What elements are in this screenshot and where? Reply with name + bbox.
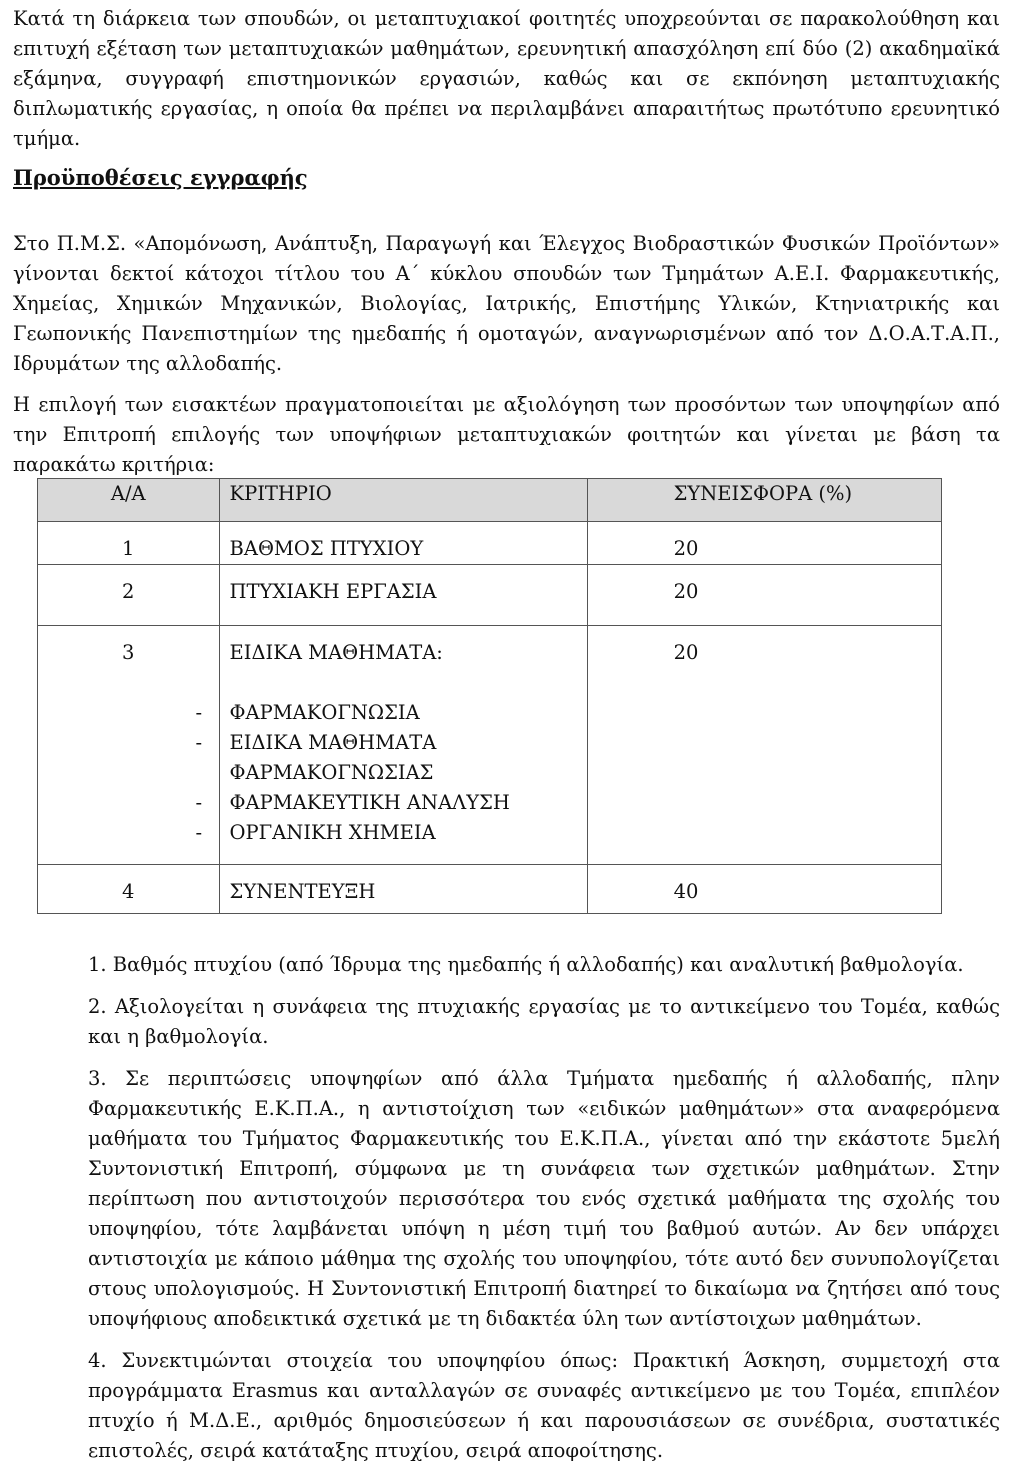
list-item: - ΕΙΔΙΚΑ ΜΑΘΗΜΑΤΑ ΦΑΡΜΑΚΟΓΝΩΣΙΑΣ — [196, 728, 587, 788]
criteria-table — [37, 478, 942, 914]
header-aa: Α/Α — [38, 479, 220, 522]
table-row — [38, 565, 942, 626]
selection-paragraph: Η επιλογή των εισακτέων πραγματοποιείται με αξιολόγηση των προσόντων των υποψηφίων από την Επιτροπή επιλογής των υποψήφιων μεταπτυχιακών φοιτητών και γίνεται με βάση τα παρακάτω κριτήρια: — [13, 393, 1000, 476]
list-item: - ΦΑΡΜΑΚΕΥΤΙΚΗ ΑΝΑΛΥΣΗ — [196, 788, 587, 818]
note-item: 1. Βαθμός πτυχίου (από Ίδρυμα της ημεδαπής ή αλλοδαπής) και αναλυτική βαθμολογία. — [88, 953, 964, 976]
intro-paragraph: Κατά τη διάρκεια των σπουδών, οι μεταπτυχιακοί φοιτητές υποχρεούνται σε παρακολούθηση και επιτυχή εξέταση των μεταπτυχιακών μαθημάτων, ερευνητική απασχόληση επί δύο (2) ακαδημαϊκά εξάμηνα, συγγραφή επιστημονικών εργασιών, καθώς και σε εκπόνηση μεταπτυχιακής διπλωματικής εργασίας, η οποία θα πρέπει να περιλαμβάνει απαραιτήτως πρωτότυπο ερευνητικό τμήμα. — [13, 7, 1000, 150]
section-heading: Προϋποθέσεις εγγραφής — [13, 165, 308, 190]
cell-contribution: 20 — [587, 522, 941, 565]
table-row — [38, 626, 942, 865]
header-contribution: ΣΥΝΕΙΣΦΟΡΑ (%) — [587, 479, 941, 522]
list-item: - ΦΑΡΜΑΚΟΓΝΩΣΙΑ — [196, 698, 587, 728]
note-item: 4. Συνεκτιμώνται στοιχεία του υποψηφίου όπως: Πρακτική Άσκηση, συμμετοχή στα προγράμματα Erasmus και ανταλλαγών σε συναφές αντικείμενο με του Τομέα, επιπλέον πτυχίο ή Μ.Δ.Ε., αριθμός δημοσιεύσεων ή και παρουσιάσεων σε συνέδρια, συστατικές επιστολές, σειρά κατάταξης πτυχίου, σειρά αποφοίτησης. — [88, 1349, 1000, 1462]
notes-list — [88, 950, 1000, 1478]
criterion-title: ΕΙΔΙΚΑ ΜΑΘΗΜΑΤΑ: — [229, 641, 443, 664]
note-item: 3. Σε περιπτώσεις υποψηφίων από άλλα Τμήματα ημεδαπής ή αλλοδαπής, πλην Φαρμακευτικής Ε.Κ.Π.Α., η αντιστοίχιση των «ειδικών μαθημάτων» στα αναφερόμενα μαθήματα του Τμήματος Φαρμακευτικής του Ε.Κ.Π.Α., γίνεται από την εκάστοτε 5μελή Συντονιστική Επιτροπή, σύμφωνα με τη συνάφεια των σχετικών μαθημάτων. Στην περίπτωση που αντιστοιχούν περισσότερα του ενός σχετικά μαθήματα της σχολής του υποψηφίου, τότε λαμβάνεται υπόψη η μέση τιμή του βαθμού αυτών. Αν δεν υπάρχει αντιστοιχία με κάποιο μάθημα της σχολής του υποψηφίου, τότε αυτό δεν συνυπολογίζεται στους υπολογισμούς. Η Συντονιστική Επιτροπή διατηρεί το δικαίωμα να ζητήσει από τους υποψήφιους αποδεικτικά σχετικά με τη διδακτέα ύλη των αντίστοιχων μαθημάτων. — [88, 1067, 1000, 1330]
subject-list — [196, 698, 587, 848]
cell-aa: 3 — [38, 626, 220, 865]
table-header-row — [38, 479, 942, 522]
note-item: 2. Αξιολογείται η συνάφεια της πτυχιακής εργασίας με το αντικείμενο του Τομέα, καθώς και η βαθμολογία. — [88, 995, 1000, 1048]
table-row — [38, 522, 942, 565]
cell-contribution: 20 — [587, 565, 941, 626]
cell-criterion: ΠΤΥΧΙΑΚΗ ΕΡΓΑΣΙΑ — [219, 565, 587, 626]
cell-criterion — [219, 626, 587, 865]
cell-contribution: 20 — [587, 626, 941, 865]
header-criterion: ΚΡΙΤΗΡΙΟ — [219, 479, 587, 522]
admission-paragraph: Στο Π.Μ.Σ. «Απομόνωση, Ανάπτυξη, Παραγωγή και Έλεγχος Βιοδραστικών Φυσικών Προϊόντων» γίνονται δεκτοί κάτοχοι τίτλου του Α΄ κύκλου σπουδών των Τμημάτων Α.Ε.Ι. Φαρμακευτικής, Χημείας, Χημικών Μηχανικών, Βιολογίας, Ιατρικής, Επιστήμης Υλικών, Κτηνιατρικής και Γεωπονικής Πανεπιστημίων της ημεδαπής ή ομοταγών, αναγνωρισμένων από τον Δ.Ο.Α.Τ.Α.Π., Ιδρυμάτων της αλλοδαπής. — [13, 232, 1000, 375]
cell-aa: 1 — [38, 522, 220, 565]
cell-contribution: 40 — [587, 865, 941, 914]
cell-aa: 4 — [38, 865, 220, 914]
list-item: - ΟΡΓΑΝΙΚΗ ΧΗΜΕΙΑ — [196, 818, 587, 848]
cell-aa: 2 — [38, 565, 220, 626]
cell-criterion: ΒΑΘΜΟΣ ΠΤΥΧΙΟΥ — [219, 522, 587, 565]
cell-criterion: ΣΥΝΕΝΤΕΥΞΗ — [219, 865, 587, 914]
table-row — [38, 865, 942, 914]
